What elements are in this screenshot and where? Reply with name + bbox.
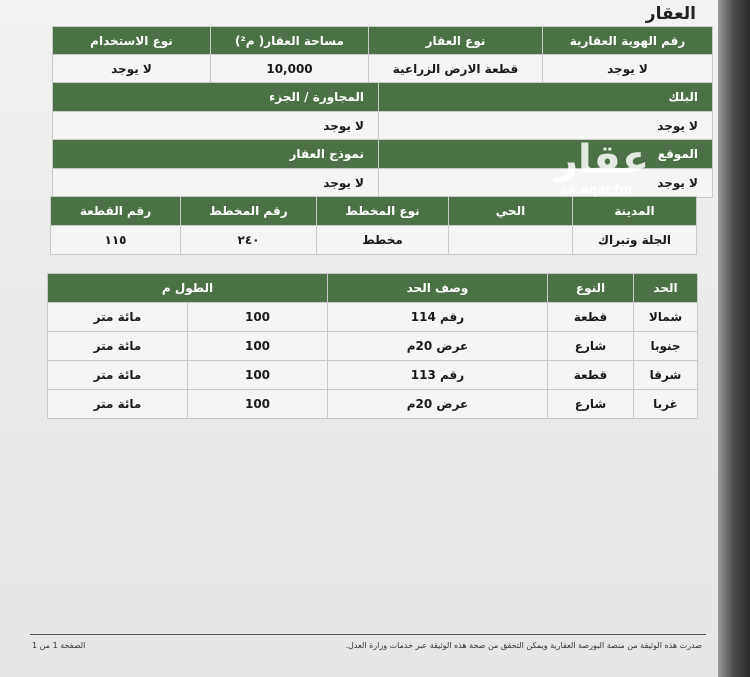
- boundary-length: 100: [188, 303, 328, 332]
- header-real-estate-id: رقم الهوية العقارية: [543, 27, 713, 55]
- value-property-model: لا يوجد: [53, 169, 379, 198]
- header-block: البلك: [379, 83, 713, 112]
- page-number: الصفحة 1 من 1: [32, 641, 86, 650]
- header-plan-type: نوع المخطط: [317, 197, 449, 226]
- boundary-type: قطعة: [548, 303, 634, 332]
- header-plan-number: رقم المخطط: [181, 197, 317, 226]
- boundary-description: عرض 20م: [328, 332, 548, 361]
- background-edge: [718, 0, 750, 677]
- header-district: الحي: [449, 197, 573, 226]
- boundary-type: شارع: [548, 332, 634, 361]
- value-plan-type: مخطط: [317, 226, 449, 255]
- boundary-length-text: مائة متر: [48, 390, 188, 419]
- value-location: لا يوجد: [379, 169, 713, 198]
- value-usage-type: لا يوجد: [53, 55, 211, 83]
- boundary-type: شارع: [548, 390, 634, 419]
- boundary-description: رقم 114: [328, 303, 548, 332]
- header-usage-type: نوع الاستخدام: [53, 27, 211, 55]
- header-city: المدينة: [573, 197, 697, 226]
- watermark-logo-text: عقار: [555, 137, 650, 183]
- boundary-length: 100: [188, 390, 328, 419]
- value-neighborhood-part: لا يوجد: [53, 112, 379, 141]
- boundary-side: شمالا: [634, 303, 698, 332]
- boundary-side: شرقا: [634, 361, 698, 390]
- value-plan-number: ٢٤٠: [181, 226, 317, 255]
- boundary-description: رقم 113: [328, 361, 548, 390]
- header-length: الطول م: [48, 274, 328, 303]
- property-info-table: [52, 26, 713, 83]
- boundaries-table: [47, 273, 698, 419]
- table-row: [48, 390, 698, 419]
- header-property-area: مساحة العقار( م²): [211, 27, 369, 55]
- table-row: [48, 332, 698, 361]
- boundary-type: قطعة: [548, 361, 634, 390]
- boundary-length: 100: [188, 332, 328, 361]
- header-boundary-description: وصف الحد: [328, 274, 548, 303]
- boundary-length-text: مائة متر: [48, 303, 188, 332]
- value-block: لا يوجد: [379, 112, 713, 141]
- value-real-estate-id: لا يوجد: [543, 55, 713, 83]
- table-row: [48, 303, 698, 332]
- watermark-url: sa.aqar.fm: [561, 183, 633, 197]
- boundary-length-text: مائة متر: [48, 361, 188, 390]
- value-district: [449, 226, 573, 255]
- header-plot-number: رقم القطعة: [51, 197, 181, 226]
- header-boundary-type: النوع: [548, 274, 634, 303]
- header-boundary: الحد: [634, 274, 698, 303]
- table-row: [48, 361, 698, 390]
- header-property-type: نوع العقار: [369, 27, 543, 55]
- boundary-description: عرض 20م: [328, 390, 548, 419]
- value-property-type: قطعة الارض الزراعية: [369, 55, 543, 83]
- boundary-side: غربا: [634, 390, 698, 419]
- value-plot-number: ١١٥: [51, 226, 181, 255]
- location-table: [52, 139, 713, 198]
- boundary-length-text: مائة متر: [48, 332, 188, 361]
- value-property-area: 10,000: [211, 55, 369, 83]
- footer-note: صدرت هذه الوثيقة من منصة البورصة العقارية ويمكن التحقق من صحة هذه الوثيقة عبر خدمات وزارة العدل.: [345, 641, 702, 650]
- boundary-side: جنوبا: [634, 332, 698, 361]
- city-plan-table: [50, 196, 697, 255]
- header-neighborhood-part: المجاورة / الجزء: [53, 83, 379, 112]
- footer-divider: [30, 634, 706, 635]
- header-location: الموقع: [379, 140, 713, 169]
- header-property-model: نموذج العقار: [53, 140, 379, 169]
- block-table: [52, 82, 713, 141]
- section-title: العقار: [645, 4, 696, 24]
- boundary-length: 100: [188, 361, 328, 390]
- value-city: الجلة وتبراك: [573, 226, 697, 255]
